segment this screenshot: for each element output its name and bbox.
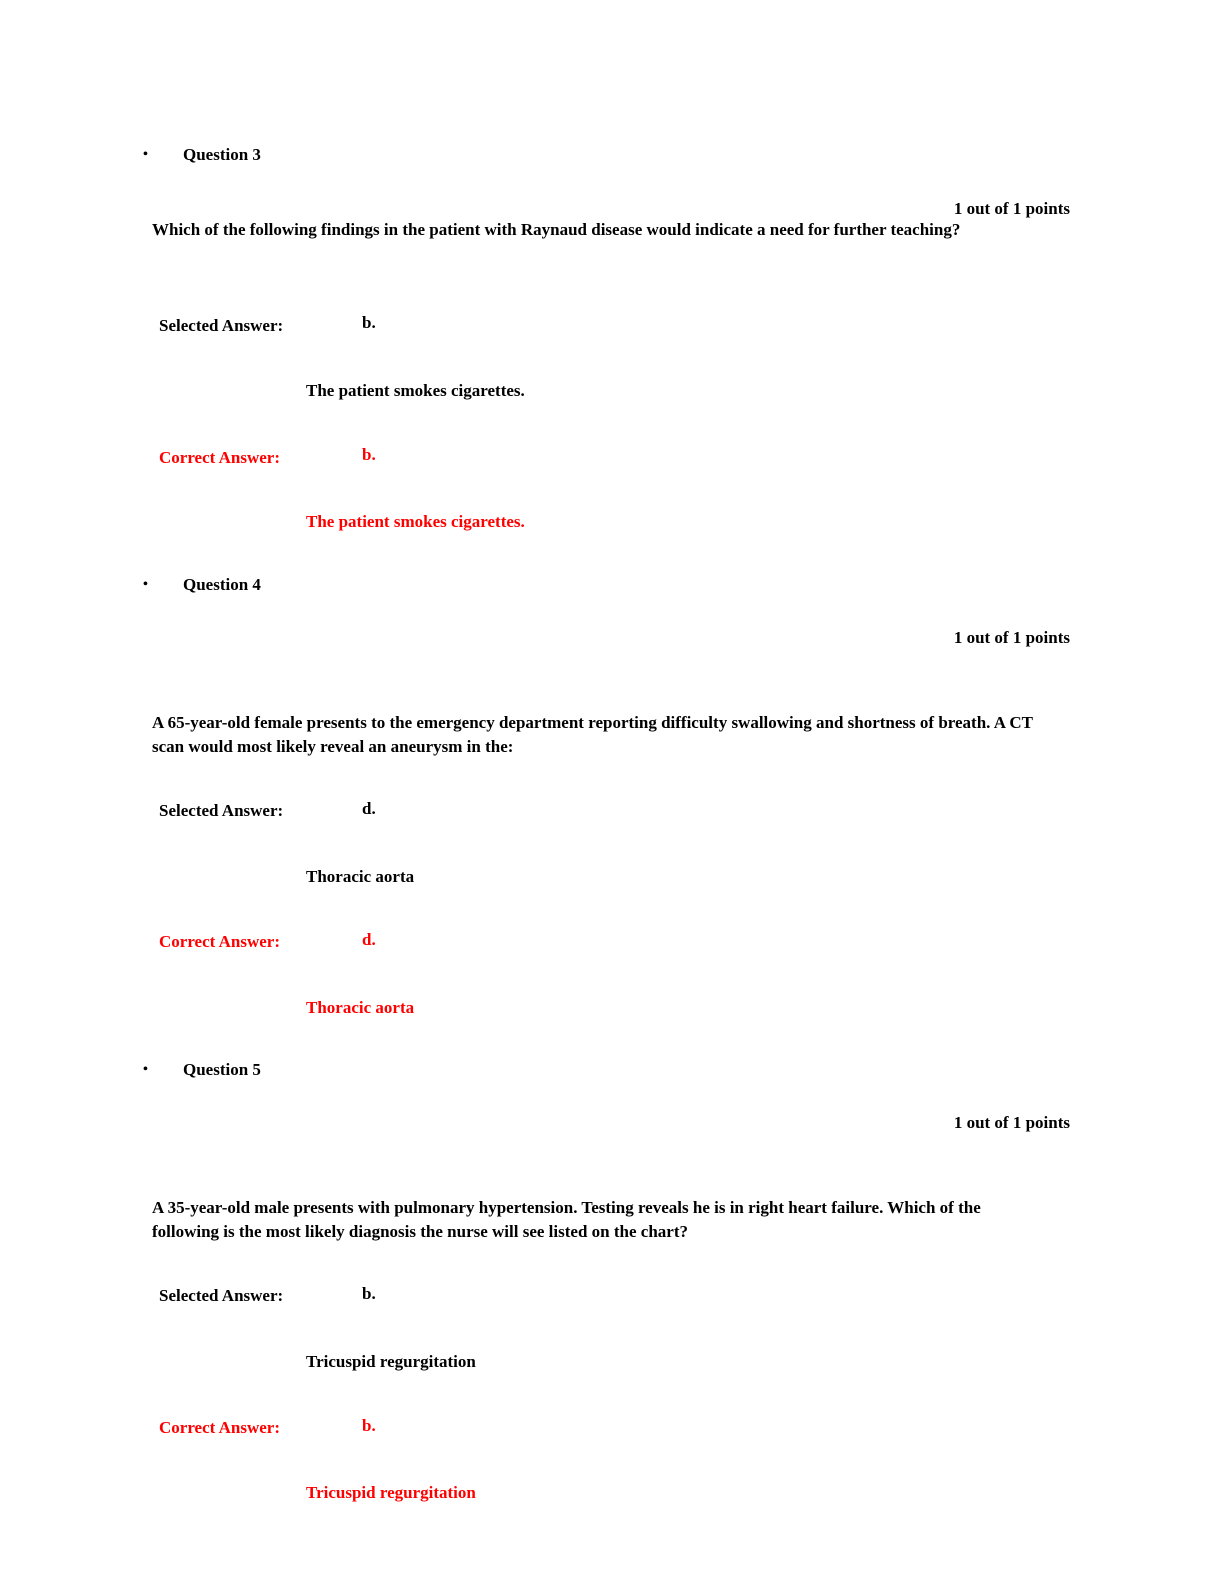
correct-answer-letter: d.	[362, 930, 376, 949]
question-text: A 35-year-old male presents with pulmonary hypertension. Testing reveals he is in right heart failure. Which of the following is the most likely diagnosis the nurse will see listed on the chart?	[152, 1198, 981, 1241]
selected-answer-label: Selected Answer:	[159, 1286, 284, 1305]
points-label: 1 out of 1 points	[953, 199, 1070, 218]
correct-answer-label: Correct Answer:	[159, 1418, 281, 1437]
correct-answer-text: Tricuspid regurgitation	[306, 1483, 476, 1502]
question-title: Question 4	[183, 575, 261, 594]
selected-answer-label: Selected Answer:	[159, 801, 284, 820]
question-text: Which of the following findings in the patient with Raynaud disease would indicate a need for further teaching?	[152, 220, 961, 239]
correct-answer-label: Correct Answer:	[159, 448, 281, 467]
correct-answer-text: Thoracic aorta	[306, 998, 415, 1017]
correct-answer-letter: b.	[362, 445, 376, 464]
selected-answer-text: Thoracic aorta	[306, 867, 415, 886]
selected-answer-text: The patient smokes cigarettes.	[306, 381, 525, 400]
selected-answer-letter: d.	[362, 799, 376, 818]
question-text: A 65-year-old female presents to the emergency department reporting difficulty swallowing and shortness of breath. A CT scan would most likely reveal an aneurysm in the:	[152, 713, 1033, 756]
bullet-icon: •	[143, 1062, 148, 1077]
correct-answer-text: The patient smokes cigarettes.	[306, 512, 525, 531]
bullet-icon: •	[143, 577, 148, 592]
selected-answer-letter: b.	[362, 1284, 376, 1303]
question-title: Question 5	[183, 1060, 261, 1079]
points-label: 1 out of 1 points	[953, 628, 1070, 647]
selected-answer-letter: b.	[362, 313, 376, 332]
selected-answer-label: Selected Answer:	[159, 316, 284, 335]
points-label: 1 out of 1 points	[953, 1113, 1070, 1132]
bullet-icon: •	[143, 147, 148, 162]
question-title: Question 3	[183, 145, 261, 164]
correct-answer-letter: b.	[362, 1416, 376, 1435]
correct-answer-label: Correct Answer:	[159, 932, 281, 951]
selected-answer-text: Tricuspid regurgitation	[306, 1352, 476, 1371]
